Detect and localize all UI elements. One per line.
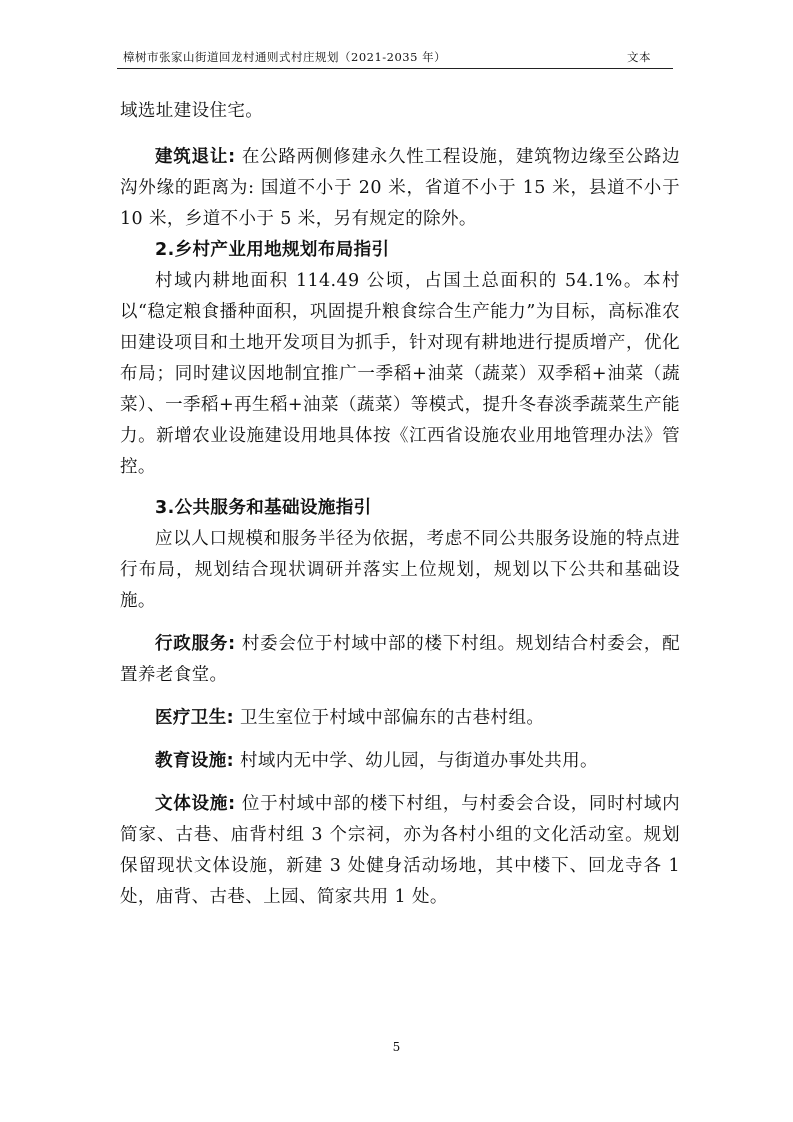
page-number: 5	[392, 1040, 401, 1054]
page-header	[117, 44, 673, 69]
paragraph-culture-sports	[120, 789, 680, 913]
document-title: 樟树市张家山街道回龙村通则式村庄规划（2021-2035 年）	[123, 50, 447, 64]
section-heading-industry-land: 2.乡村产业用地规划布局指引	[155, 240, 390, 260]
admin-text: 村委会位于村域中部的楼下村组。规划结合村委会，配置养老食堂。	[120, 634, 681, 685]
paragraph-admin-services	[120, 629, 680, 691]
page-body	[120, 96, 680, 913]
paragraph-industry-land: 村域内耕地面积 114.49 公顷，占国土总面积的 54.1%。本村以“稳定粮食播种面积，巩固提升粮食综合生产能力”为目标，高标准农田建设项目和土地开发项目为抓手，针对现有耕地进行提质增产，优化布局；同时建议因地制宜推广一季稻+油菜（蔬菜）双季稻+油菜（蔬菜）、一季稻+再生稻+油菜（蔬菜）等模式，提升冬春淡季蔬菜生产能力。新增农业设施建设用地具体按《江西省设施农业用地管理办法》管控。	[120, 271, 680, 477]
paragraph-continued: 域选址建设住宅。	[120, 101, 264, 121]
setback-label: 建筑退让:	[155, 147, 236, 167]
culture-label: 文体设施:	[155, 794, 236, 814]
setback-text: 在公路两侧修建永久性工程设施，建筑物边缘至公路边沟外缘的距离为: 国道不小于 20 米，省道不小于 15 米，县道不小于 10 米，乡道不小于 5 米，另有规定的除外。	[120, 147, 681, 229]
paragraph-building-setback	[120, 142, 680, 235]
medical-text: 卫生室位于村域中部偏东的古巷村组。	[234, 708, 545, 728]
paragraph-public-services: 应以人口规模和服务半径为依据，考虑不同公共服务设施的特点进行布局，规划结合现状调研并落实上位规划，规划以下公共和基础设施。	[120, 529, 680, 611]
medical-label: 医疗卫生:	[155, 708, 234, 728]
education-label: 教育设施:	[155, 751, 234, 771]
document-type-label: 文本	[627, 50, 651, 64]
paragraph-education	[120, 746, 680, 777]
admin-label: 行政服务:	[155, 634, 236, 654]
section-heading-public-services: 3.公共服务和基础设施指引	[155, 498, 372, 518]
culture-text: 位于村域中部的楼下村组，与村委会合设，同时村域内简家、古巷、庙背村组 3 个宗祠，亦为各村小组的文化活动室。规划保留现状文体设施，新建 3 处健身活动场地，其中楼下、回龙寺各 1 处，庙背、古巷、上园、简家共用 1 处。	[120, 794, 681, 907]
paragraph-medical	[120, 703, 680, 734]
education-text: 村域内无中学、幼儿园，与街道办事处共用。	[234, 751, 598, 771]
